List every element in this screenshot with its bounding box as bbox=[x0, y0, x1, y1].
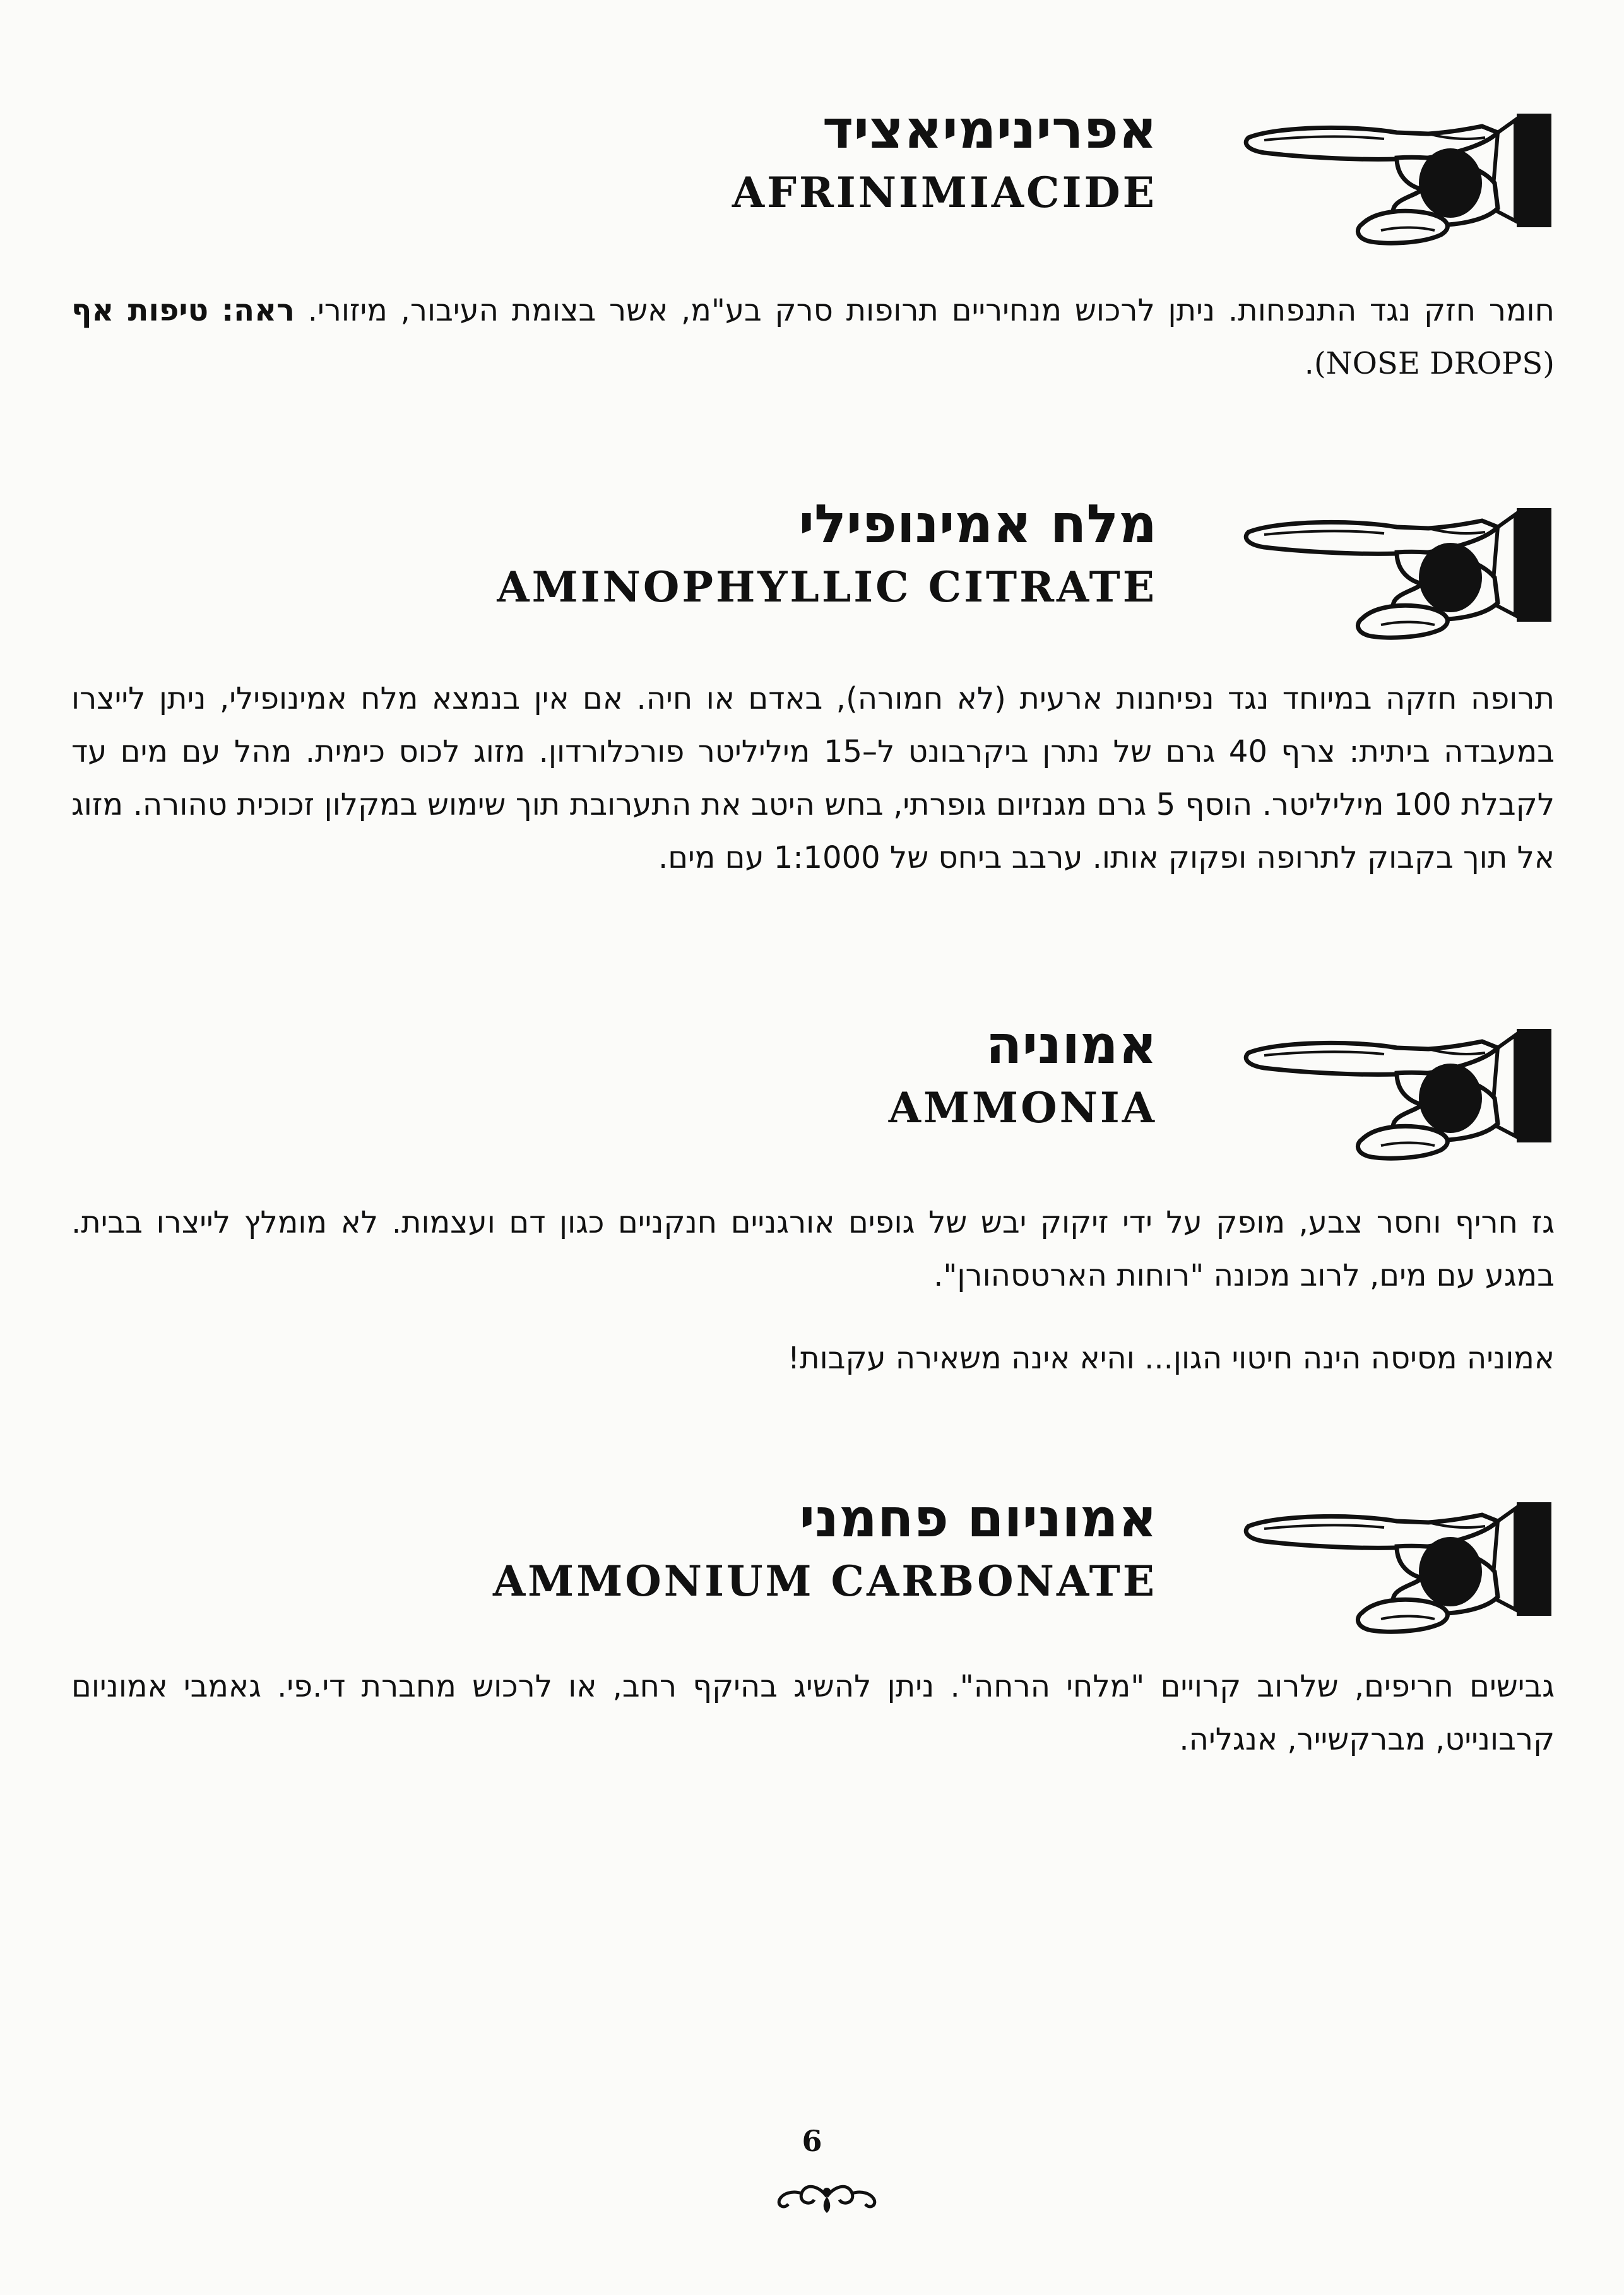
entry-body bbox=[71, 284, 1555, 390]
entry-header bbox=[65, 95, 1555, 246]
page-number: 6 bbox=[802, 2124, 822, 2158]
see-term: טיפות אף bbox=[71, 293, 209, 328]
hebrew-title: מלח אמינופילי bbox=[798, 493, 1157, 555]
entry-titles bbox=[84, 489, 1157, 615]
entry-body: גז חריף וחסר צבע, מופק על ידי זיקוק יבש של גופים אורגניים חנקניים כגון דם ועצמות. לא מומלץ לייצרו בבית. במגע עם מים, לרוב מכונה "רוחות הארטסהורן". bbox=[71, 1205, 1555, 1293]
entry-body-2: אמוניה מסיסה הינה חיטוי הגון... והיא אינה משאירה עקבות! bbox=[787, 1341, 1555, 1376]
hebrew-title: אמוניה bbox=[985, 1014, 1157, 1076]
entry-body: גבישים חריפים, שלרוב קרויים "מלחי הרחה". ניתן להשיג בהיקף רחב, או לרכוש מחברת די.פי. גאמבי אמוניום קרבונייט, מברקשייר, אנגליה. bbox=[71, 1669, 1555, 1757]
body-paragraph: חומר חזק נגד התנפחות. ניתן לרכוש מנחיריים תרופות סרק בע"מ, אשר בצומת העיבור, מיזורי. bbox=[307, 293, 1555, 328]
pointing-hand-icon bbox=[1239, 489, 1555, 641]
entry-header bbox=[65, 1010, 1555, 1161]
english-title: AMINOPHYLLIC CITRATE bbox=[497, 562, 1157, 612]
see-label: ראה: bbox=[221, 293, 295, 328]
entry-body: תרופה חזקה במיוחד נגד נפיחנות ארעית (לא חמורה), באדם או חיה. אם אין בנמצא מלח אמינופילי, ניתן לייצרו במעבדה ביתית: צרף 40 גרם של נתרן ביקרבונט ל–15 מיליליטר פורכלורדון. מזוג לכוס כימית. מהל עם מים עד לקבלת 100 מיליליטר. הוסף 5 גרם מגנזיום גופרתי, בחש היטב את התערובת תוך שימוש במקלון זכוכית טהורה. מזוג אל תוך בקבוק לתרופה ופקוק אותו. ערבב ביחס של 1:1000 עם מים. bbox=[71, 681, 1555, 875]
entry-titles bbox=[84, 1483, 1157, 1610]
pointing-hand-icon bbox=[1239, 1483, 1555, 1635]
sentence-end: . bbox=[1304, 346, 1314, 381]
entry-header bbox=[65, 489, 1555, 641]
hebrew-title: אפרינימיאציד bbox=[822, 98, 1157, 160]
pointing-hand-icon bbox=[1239, 95, 1555, 246]
english-title: AMMONIUM CARBONATE bbox=[492, 1557, 1157, 1606]
hebrew-title: אמוניום פחמני bbox=[799, 1487, 1157, 1549]
english-title: AFRINIMIACIDE bbox=[732, 168, 1157, 217]
floral-ornament-icon bbox=[773, 2178, 880, 2215]
entry-titles bbox=[84, 95, 1157, 221]
entry-titles bbox=[84, 1010, 1157, 1136]
pointing-hand-icon bbox=[1239, 1010, 1555, 1161]
entry-header bbox=[65, 1483, 1555, 1635]
english-title: AMMONIA bbox=[888, 1083, 1157, 1132]
see-latin: (NOSE DROPS) bbox=[1313, 346, 1555, 381]
